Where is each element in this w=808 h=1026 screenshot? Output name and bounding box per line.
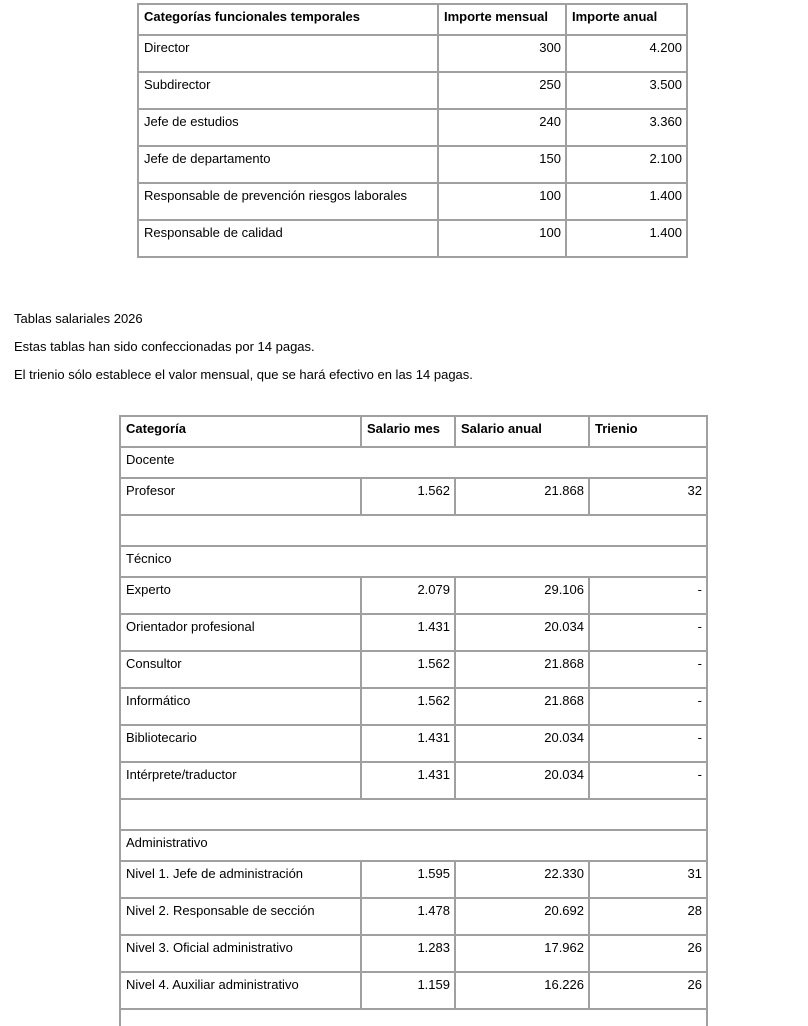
annual-salary-cell: 20.034 [455, 725, 589, 762]
monthly-salary-cell: 1.431 [361, 725, 455, 762]
table-row [120, 688, 707, 725]
annual-salary-cell: 21.868 [455, 478, 589, 515]
temporary-categories-table [137, 3, 688, 258]
monthly-salary-cell: 1.431 [361, 614, 455, 651]
category-cell: Informático [120, 688, 361, 725]
table-row [120, 651, 707, 688]
salary-tables-note-pagas: Estas tablas han sido confeccionadas por 14 pagas. [14, 339, 315, 354]
table-row [120, 861, 707, 898]
monthly-amount-cell: 250 [438, 72, 566, 109]
trienio-cell: - [589, 614, 707, 651]
trienio-cell: 26 [589, 972, 707, 1009]
table-section-row [120, 447, 707, 478]
category-cell: Nivel 3. Oficial administrativo [120, 935, 361, 972]
salary-tables-title: Tablas salariales 2026 [14, 311, 143, 326]
table-row [120, 577, 707, 614]
trienio-cell: - [589, 725, 707, 762]
category-cell: Subdirector [138, 72, 438, 109]
table-row [138, 220, 687, 257]
salary-table-2026 [119, 415, 708, 1026]
table-row [120, 898, 707, 935]
annual-amount-cell: 1.400 [566, 220, 687, 257]
category-cell: Intérprete/traductor [120, 762, 361, 799]
empty-cell [120, 799, 707, 830]
monthly-amount-cell: 100 [438, 220, 566, 257]
category-cell: Jefe de estudios [138, 109, 438, 146]
table-row [138, 146, 687, 183]
column-header-category: Categorías funcionales temporales [138, 4, 438, 35]
annual-salary-cell: 20.692 [455, 898, 589, 935]
trienio-cell: - [589, 651, 707, 688]
table-row [138, 35, 687, 72]
annual-salary-cell: 21.868 [455, 651, 589, 688]
column-header-monthly: Importe mensual [438, 4, 566, 35]
monthly-amount-cell: 100 [438, 183, 566, 220]
trienio-cell: 28 [589, 898, 707, 935]
trienio-cell: - [589, 688, 707, 725]
annual-salary-cell: 20.034 [455, 762, 589, 799]
annual-salary-cell: 29.106 [455, 577, 589, 614]
category-cell: Nivel 4. Auxiliar administrativo [120, 972, 361, 1009]
table-header-row [120, 416, 707, 447]
annual-amount-cell: 4.200 [566, 35, 687, 72]
column-header-category: Categoría [120, 416, 361, 447]
monthly-salary-cell: 1.595 [361, 861, 455, 898]
table-header-row [138, 4, 687, 35]
table-row [138, 183, 687, 220]
annual-salary-cell: 21.868 [455, 688, 589, 725]
table-row [120, 725, 707, 762]
empty-cell [120, 1009, 707, 1026]
annual-salary-cell: 22.330 [455, 861, 589, 898]
column-header-annual-salary: Salario anual [455, 416, 589, 447]
monthly-salary-cell: 1.562 [361, 651, 455, 688]
annual-salary-cell: 17.962 [455, 935, 589, 972]
annual-salary-cell: 20.034 [455, 614, 589, 651]
annual-amount-cell: 2.100 [566, 146, 687, 183]
table-row [120, 935, 707, 972]
empty-cell [120, 515, 707, 546]
monthly-salary-cell: 1.562 [361, 688, 455, 725]
category-cell: Nivel 2. Responsable de sección [120, 898, 361, 935]
category-cell: Responsable de calidad [138, 220, 438, 257]
annual-amount-cell: 3.360 [566, 109, 687, 146]
category-cell: Director [138, 35, 438, 72]
category-cell: Experto [120, 577, 361, 614]
table-empty-row [120, 799, 707, 830]
category-cell: Consultor [120, 651, 361, 688]
category-cell: Nivel 1. Jefe de administración [120, 861, 361, 898]
monthly-salary-cell: 1.159 [361, 972, 455, 1009]
intro-text-block [14, 305, 808, 389]
trienio-cell: 32 [589, 478, 707, 515]
category-cell: Bibliotecario [120, 725, 361, 762]
monthly-amount-cell: 300 [438, 35, 566, 72]
trienio-cell: - [589, 577, 707, 614]
section-label-tecnico: Técnico [120, 546, 707, 577]
section-label-administrativo: Administrativo [120, 830, 707, 861]
table-row [120, 762, 707, 799]
annual-amount-cell: 3.500 [566, 72, 687, 109]
annual-salary-cell: 16.226 [455, 972, 589, 1009]
table-section-row [120, 546, 707, 577]
table-empty-row [120, 515, 707, 546]
table-row [120, 478, 707, 515]
table-row [138, 109, 687, 146]
monthly-salary-cell: 2.079 [361, 577, 455, 614]
category-cell: Jefe de departamento [138, 146, 438, 183]
table-row [120, 614, 707, 651]
monthly-amount-cell: 150 [438, 146, 566, 183]
trienio-cell: 26 [589, 935, 707, 972]
monthly-salary-cell: 1.478 [361, 898, 455, 935]
category-cell: Profesor [120, 478, 361, 515]
salary-tables-note-trienio: El trienio sólo establece el valor mensual, que se hará efectivo en las 14 pagas. [14, 367, 473, 382]
category-cell: Responsable de prevención riesgos laborales [138, 183, 438, 220]
monthly-salary-cell: 1.431 [361, 762, 455, 799]
monthly-salary-cell: 1.562 [361, 478, 455, 515]
monthly-amount-cell: 240 [438, 109, 566, 146]
monthly-salary-cell: 1.283 [361, 935, 455, 972]
annual-amount-cell: 1.400 [566, 183, 687, 220]
trienio-cell: - [589, 762, 707, 799]
column-header-annual: Importe anual [566, 4, 687, 35]
table-row [120, 972, 707, 1009]
table-section-row [120, 830, 707, 861]
table-row [138, 72, 687, 109]
category-cell: Orientador profesional [120, 614, 361, 651]
trienio-cell: 31 [589, 861, 707, 898]
column-header-trienio: Trienio [589, 416, 707, 447]
table-empty-row-clipped [120, 1009, 707, 1026]
section-label-docente: Docente [120, 447, 707, 478]
column-header-monthly-salary: Salario mes [361, 416, 455, 447]
